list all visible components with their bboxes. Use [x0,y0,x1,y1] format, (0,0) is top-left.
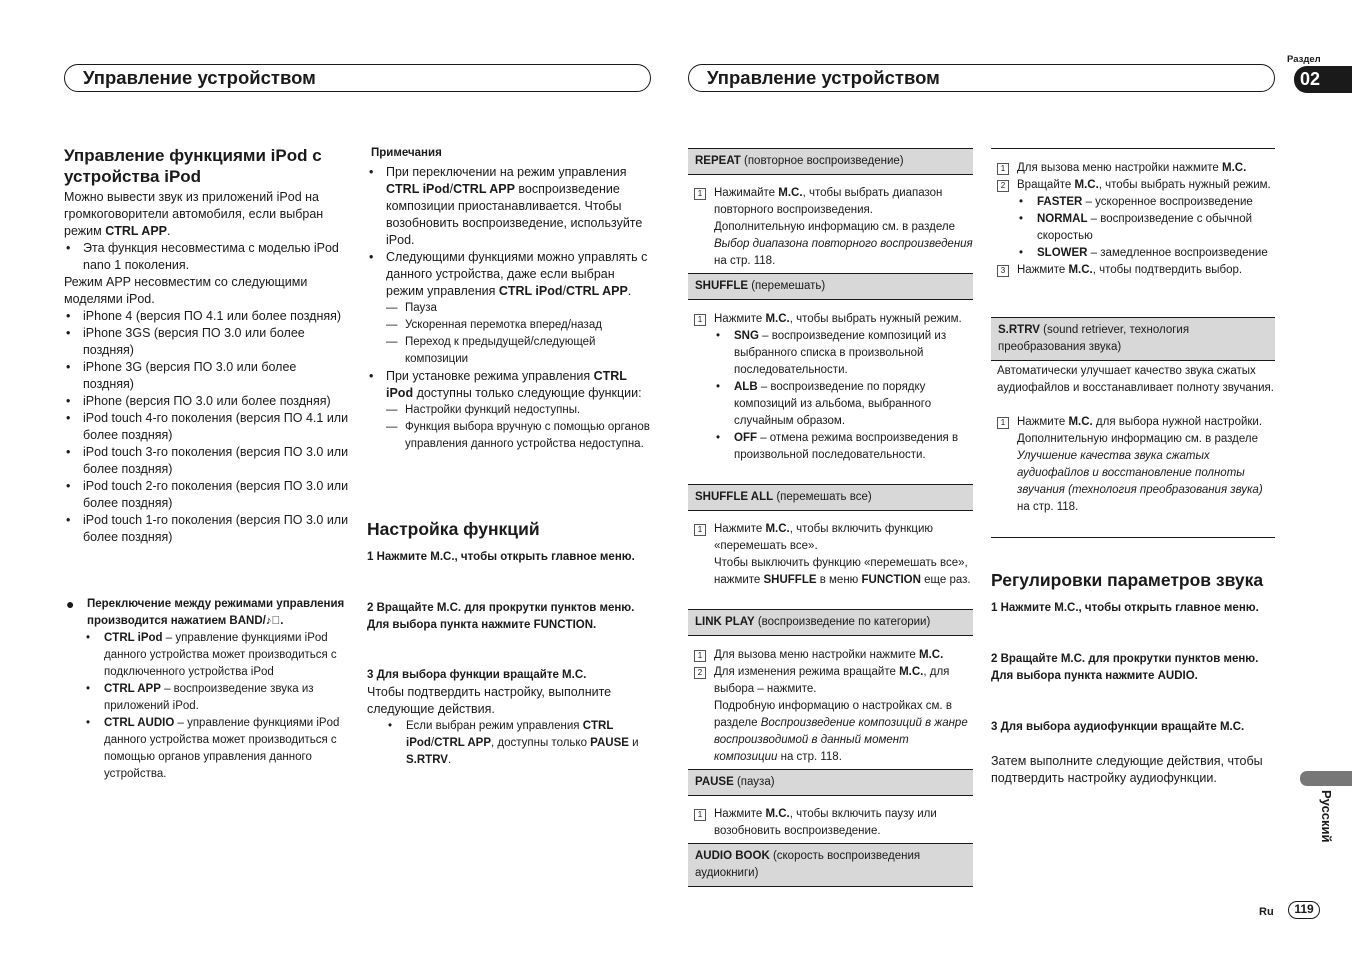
list-item: • iPod touch 4-го поколения (версия ПО 4.1 или более поздняя) [64,410,349,444]
list-item: • CTRL iPod – управление функциями iPod данного устройства может производиться с подключенного устройства iPod [84,630,349,681]
list-item: • iPod touch 2-го поколения (версия ПО 3.0 или более поздняя) [64,478,349,512]
srtrv-steps: 1 Нажмите M.C. для выбора нужной настройки. Дополнительную информацию см. в разделе Улучшение качества звука сжатых аудиофайлов и восстановление полноты звучания (технология преобразования звука) на стр. 118. [991,414,1275,516]
list-item: • OFF – отмена режима воспроизведения в произвольной последовательности. [714,430,973,464]
model-list [64,308,349,546]
mode-list [84,630,349,783]
shuffle-bar: SHUFFLE (перемешать) [688,273,973,300]
right-header [688,64,1275,92]
functions-title: Настройка функций [367,519,540,539]
func-step-3-text: Чтобы подтвердить настройку, выполните следующие действия. [367,685,612,716]
language-tab [1300,771,1352,786]
srtrv-bar: S.RTRV (sound retriever, технология преобразования звука) [991,317,1275,361]
nano-note: • Эта функция несовместима с моделью iPod nano 1 поколения. [64,240,349,274]
list-item: • Следующими функциями можно управлять с данного устройства, даже если выбран режим управления CTRL iPod/CTRL APP. — Пауза — Ускоренная перемотка вперед/назад — Переход к предыдущей/следующей композиции [367,249,651,368]
left-header-title: Управление устройством [83,67,316,88]
list-item: • NORMAL – воспроизведение с обычной скоростью [1017,211,1275,245]
list-item: • SLOWER – замедленное воспроизведение [1017,245,1275,262]
list-item: • iPhone (версия ПО 3.0 или более поздняя) [64,393,349,410]
lang-code: Ru [1259,906,1274,918]
list-item: • ALB – воспроизведение по порядку композиций из альбома, выбранного случайным образом. [714,379,973,430]
audio-step-3-text: Затем выполните следующие действия, чтобы подтвердить настройку аудиофункции. [991,754,1263,785]
list-item: • SNG – воспроизведение композиций из выбранного списка в произвольной последовательности. [714,328,973,379]
divider [991,148,1275,149]
right-header-title: Управление устройством [707,67,940,88]
pause-section: 1 Нажмите M.C., чтобы включить паузу или возобновить воспроизведение. [688,806,973,840]
notes-list [367,164,651,453]
list-item: • Если выбран режим управления CTRL iPod/CTRL APP, доступны только PAUSE и S.RTRV. [386,718,651,769]
music-note-icon: ♪⃞ [265,615,281,627]
list-item: — Функция выбора вручную с помощью органов управления данного устройства недоступна. [386,419,651,453]
func-step-2: 2 Вращайте M.C. для прокрутки пунктов меню. Для выбора пункта нажмите FUNCTION. [367,602,635,631]
list-item: • iPhone 3G (версия ПО 3.0 или более поздняя) [64,359,349,393]
page-number: 119 [1288,901,1320,919]
shuffle-all-bar: SHUFFLE ALL (перемешать все) [688,484,973,511]
list-item: — Настройки функций недоступны. [386,402,651,419]
audio-step-1: 1 Нажмите M.C., чтобы открыть главное меню. [991,602,1259,614]
audio-step-2: 2 Вращайте M.C. для прокрутки пунктов меню. Для выбора пункта нажмите AUDIO. [991,653,1259,682]
list-item: — Переход к предыдущей/следующей композиции [386,334,651,368]
list-item: • CTRL APP – воспроизведение звука из приложений iPod. [84,681,349,715]
list-item: • FASTER – ускоренное воспроизведение [1017,194,1275,211]
func-step-3: 3 Для выбора функции вращайте M.C. [367,669,587,681]
col1-body [64,189,349,546]
notes-title: Примечания [371,147,442,159]
func-step-3-note [386,718,651,769]
list-item: • iPod touch 3-го поколения (версия ПО 3.0 или более поздняя) [64,444,349,478]
side-language: Русский [1319,790,1334,843]
divider [991,537,1275,538]
list-item: • При установке режима управления CTRL iPod доступны только следующие функции: — Настройки функций недоступны. — Функция выбора вручную с помощью органов управления данного устройства недоступна. [367,368,651,453]
link-play-bar: LINK PLAY (воспроизведение по категории) [688,609,973,636]
shuffle-all-section: 1 Нажмите M.C., чтобы включить функцию «перемешать все». Чтобы выключить функцию «перемешать все», нажмите SHUFFLE в меню FUNCTION еще раз. [688,521,973,589]
ipod-control-title: Управление функциями iPod с устройства iPod [64,146,322,186]
repeat-section: 1 Нажимайте M.C., чтобы выбрать диапазон повторного воспроизведения. Дополнительную информацию см. в разделе Выбор диапазона повторного воспроизведения на стр. 118. [688,185,973,270]
section-number: 02 [1294,66,1352,93]
audio-step-3: 3 Для выбора аудиофункции вращайте M.C. [991,721,1245,733]
intro-paragraph: Можно вывести звук из приложений iPod на громкоговорители автомобиля, если выбран режим CTRL APP. [64,190,324,238]
srtrv-text: Автоматически улучшает качество звука сжатых аудиофайлов и восстанавливает полноту звучания. [997,365,1274,394]
list-item: • iPhone 3GS (версия ПО 3.0 или более поздняя) [64,325,349,359]
left-header [64,64,651,92]
compat-intro: Режим APP несовместим со следующими моделями iPod. [64,275,308,306]
list-item: • CTRL AUDIO – управление функциями iPod данного устройства может производиться с помощью органов управления данного устройства. [84,715,349,783]
audio-book-steps: 1 Для вызова меню настройки нажмите M.C. 2 Вращайте M.C., чтобы выбрать нужный режим. • FASTER – ускоренное воспроизведение • NORMAL – воспроизведение с обычной скоростью • SLOWER – замедленное воспроизведение 3 Нажмите M.C., чтобы подтвердить выбор. [991,160,1275,279]
list-item: • При переключении на режим управления CTRL iPod/CTRL APP воспроизведение композиции приостанавливается. Чтобы возобновить воспроизведение, используйте iPod. [367,164,651,249]
section-label: Раздел [1287,54,1321,65]
shuffle-section: 1 Нажмите M.C., чтобы выбрать нужный режим. • SNG – воспроизведение композиций из выбранного списка в произвольной последовательности. • ALB – воспроизведение по порядку композиций из альбома, выбранного случайным образом. • OFF – отмена режима воспроизведения в произвольной последовательности. [688,311,973,464]
list-item: • iPhone 4 (версия ПО 4.1 или более поздняя) [64,308,349,325]
audio-title: Регулировки параметров звука [991,570,1264,590]
pause-bar: PAUSE (пауза) [688,769,973,796]
repeat-bar: REPEAT (повторное воспроизведение) [688,148,973,175]
list-item: • iPod touch 1-го поколения (версия ПО 3.0 или более поздняя) [64,512,349,546]
link-play-section: 1 Для вызова меню настройки нажмите M.C. 2 Для изменения режима вращайте M.C., для выбора – нажмите. Подробную информацию о настройках см. в разделе Воспроизведение композиций в жанре воспроизводимой в данный момент композиции на стр. 118. [688,647,973,766]
func-step-1: 1 Нажмите M.C., чтобы открыть главное меню. [367,551,635,563]
list-item: — Ускоренная перемотка вперед/назад [386,317,651,334]
list-item: — Пауза [386,300,651,317]
switch-heading: ● Переключение между режимами управления производится нажатием BAND/♪⃞. [66,596,345,627]
audio-book-bar: AUDIO BOOK (скорость воспроизведения аудиокниги) [688,843,973,887]
